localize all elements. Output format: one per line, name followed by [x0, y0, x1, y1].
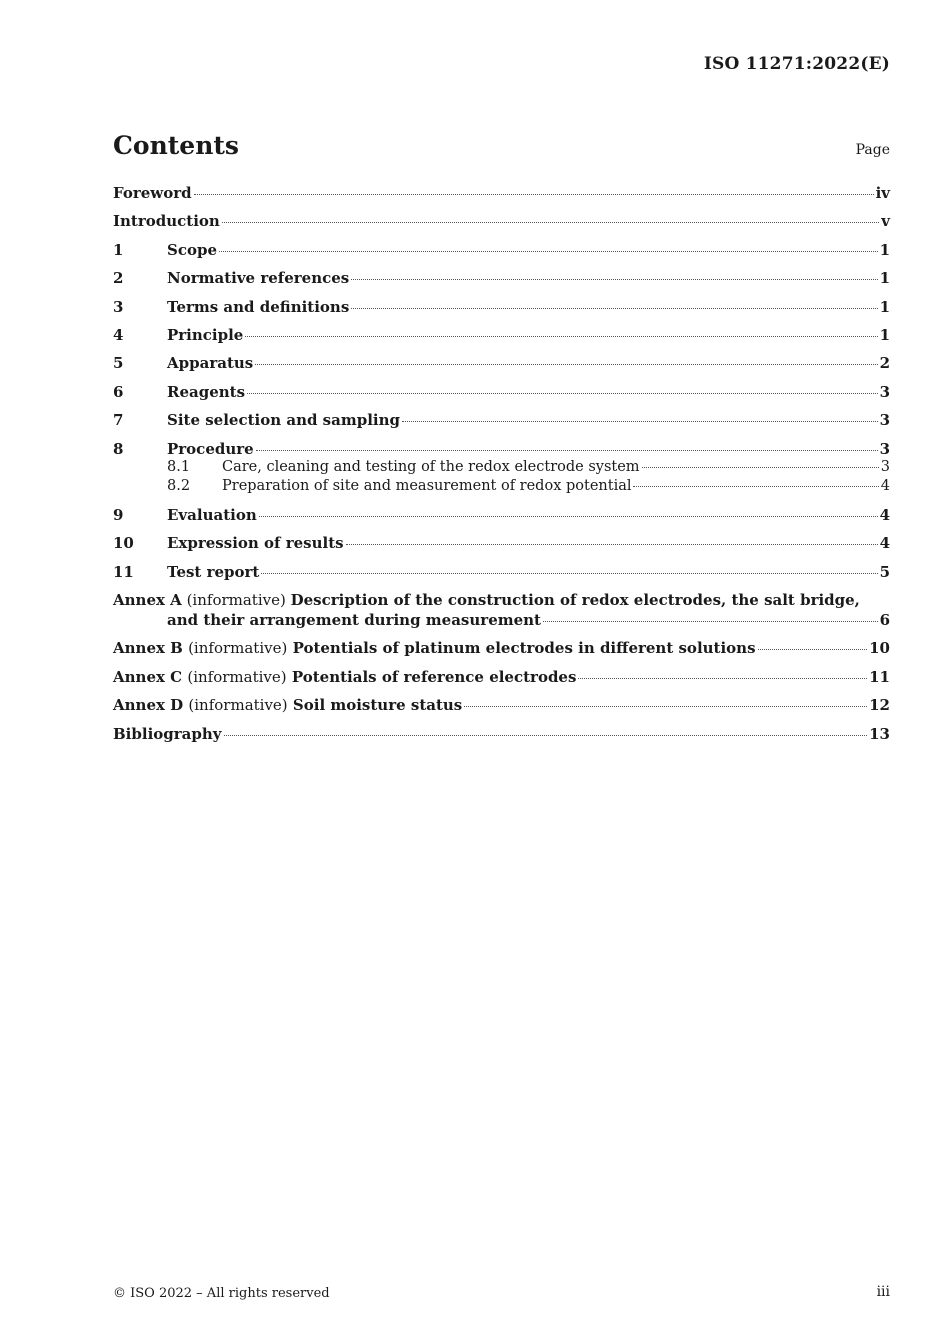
toc-entry-introduction[interactable] [113, 212, 890, 240]
annex-title: Potentials of platinum electrodes in different solutions [292, 639, 756, 658]
toc-entry-section-3[interactable] [113, 298, 890, 326]
toc-number: 1 [113, 240, 124, 259]
toc-title: Test report [167, 562, 260, 581]
toc-title: Care, cleaning and testing of the redox electrode system [222, 458, 640, 475]
dot-leader [642, 467, 879, 468]
dot-leader [255, 364, 877, 365]
annex-heading [113, 639, 756, 657]
dot-leader [346, 544, 878, 545]
toc-title: Normative references [167, 269, 350, 288]
page-column-label: Page [855, 142, 890, 158]
toc-entry-section-4[interactable] [113, 326, 890, 354]
dot-leader [261, 573, 877, 574]
dot-leader [245, 336, 877, 337]
toc-number: 9 [113, 505, 124, 524]
annex-type: (informative) [186, 591, 286, 610]
toc-entry-annex-b[interactable] [113, 639, 890, 667]
toc-entry-section-6[interactable] [113, 383, 890, 411]
annex-title: Soil moisture status [292, 696, 463, 715]
toc-number: 5 [113, 354, 124, 373]
toc-entry-annex-c[interactable] [113, 668, 890, 696]
toc-title: Bibliography [113, 724, 222, 743]
annex-label: Annex B [113, 639, 183, 658]
toc-page: 6 [879, 611, 890, 630]
annex-type: (informative) [188, 696, 288, 715]
toc-page: 3 [879, 439, 890, 458]
toc-entry-section-11[interactable] [113, 563, 890, 591]
toc-title: Scope [167, 240, 218, 259]
toc-page: 1 [879, 297, 890, 316]
annex-label: Annex A [113, 591, 182, 610]
toc-page: 3 [879, 411, 890, 430]
page-title: Contents [113, 131, 240, 160]
toc-entry-section-7[interactable] [113, 411, 890, 439]
toc-page: 12 [869, 696, 890, 715]
toc-entry-annex-d[interactable] [113, 696, 890, 724]
toc-number: 6 [113, 382, 124, 401]
toc-page: 1 [879, 325, 890, 344]
dot-leader [256, 450, 878, 451]
toc-entry-section-5[interactable] [113, 354, 890, 382]
toc-number: 2 [113, 269, 124, 288]
toc-entry-subsection-8-1[interactable] [113, 459, 890, 478]
page-number: iii [876, 1284, 890, 1300]
toc-title: Principle [167, 325, 244, 344]
dot-leader [247, 393, 878, 394]
toc-number: 11 [113, 562, 134, 581]
dot-leader [219, 251, 878, 252]
toc-page: iv [875, 184, 890, 202]
document-id: ISO 11271:2022(E) [703, 54, 890, 74]
toc-title: Foreword [113, 184, 192, 202]
toc-page: 13 [869, 724, 890, 743]
toc-entry-foreword[interactable] [113, 184, 890, 212]
toc-title: Terms and definitions [167, 297, 350, 316]
toc-number: 8 [113, 439, 124, 458]
annex-label: Annex C [113, 667, 183, 686]
dot-leader [224, 735, 868, 736]
dot-leader [259, 516, 878, 517]
toc-page: 10 [869, 639, 890, 658]
toc-page: 2 [879, 354, 890, 373]
toc-page: 3 [880, 458, 890, 475]
toc-number: 7 [113, 411, 124, 430]
toc-page: 4 [880, 477, 890, 494]
annex-title-continued: and their arrangement during measurement [167, 611, 541, 630]
annex-heading [113, 668, 576, 686]
toc-subnumber: 8.1 [167, 458, 191, 475]
annex-label: Annex D [113, 696, 184, 715]
toc-page: 1 [879, 269, 890, 288]
annex-heading [113, 696, 462, 714]
toc-title: Expression of results [167, 534, 344, 553]
annex-title: Description of the construction of redox electrodes, the salt bridge, [290, 591, 860, 610]
table-of-contents [113, 184, 890, 753]
toc-entry-section-10[interactable] [113, 534, 890, 562]
dot-leader [351, 308, 877, 309]
annex-type: (informative) [188, 639, 288, 658]
dot-leader [578, 678, 867, 679]
toc-title: Introduction [113, 212, 220, 231]
dot-leader [194, 194, 874, 195]
toc-title: Apparatus [167, 354, 254, 373]
toc-subnumber: 8.2 [167, 477, 191, 494]
toc-page: 4 [879, 534, 890, 553]
toc-number: 3 [113, 297, 124, 316]
toc-page: 1 [879, 240, 890, 259]
toc-page: 3 [879, 382, 890, 401]
dot-leader [758, 649, 868, 650]
toc-entry-section-1[interactable] [113, 241, 890, 269]
toc-number: 10 [113, 534, 134, 553]
toc-title: Preparation of site and measurement of redox potential [222, 477, 632, 494]
annex-title: Potentials of reference electrodes [291, 667, 577, 686]
toc-entry-section-9[interactable] [113, 506, 890, 534]
dot-leader [402, 421, 878, 422]
toc-entry-annex-a[interactable] [113, 591, 890, 639]
toc-title: Evaluation [167, 505, 257, 524]
annex-type: (informative) [187, 667, 287, 686]
toc-page: 11 [869, 667, 890, 686]
toc-page: v [881, 212, 890, 231]
toc-number: 4 [113, 325, 124, 344]
dot-leader [351, 279, 877, 280]
dot-leader [633, 486, 878, 487]
annex-continuation-line [113, 611, 890, 639]
toc-title: Procedure [167, 439, 254, 458]
toc-entry-bibliography[interactable] [113, 725, 890, 753]
dot-leader [543, 621, 878, 622]
toc-page: 5 [879, 562, 890, 581]
toc-entry-subsection-8-2[interactable] [113, 478, 890, 497]
annex-heading-line [113, 591, 890, 611]
toc-page: 4 [879, 505, 890, 524]
dot-leader [222, 222, 879, 223]
toc-title: Reagents [167, 382, 246, 401]
toc-title: Site selection and sampling [167, 411, 400, 430]
toc-entry-section-2[interactable] [113, 269, 890, 297]
copyright-notice: © ISO 2022 – All rights reserved [113, 1286, 330, 1301]
dot-leader [464, 706, 867, 707]
